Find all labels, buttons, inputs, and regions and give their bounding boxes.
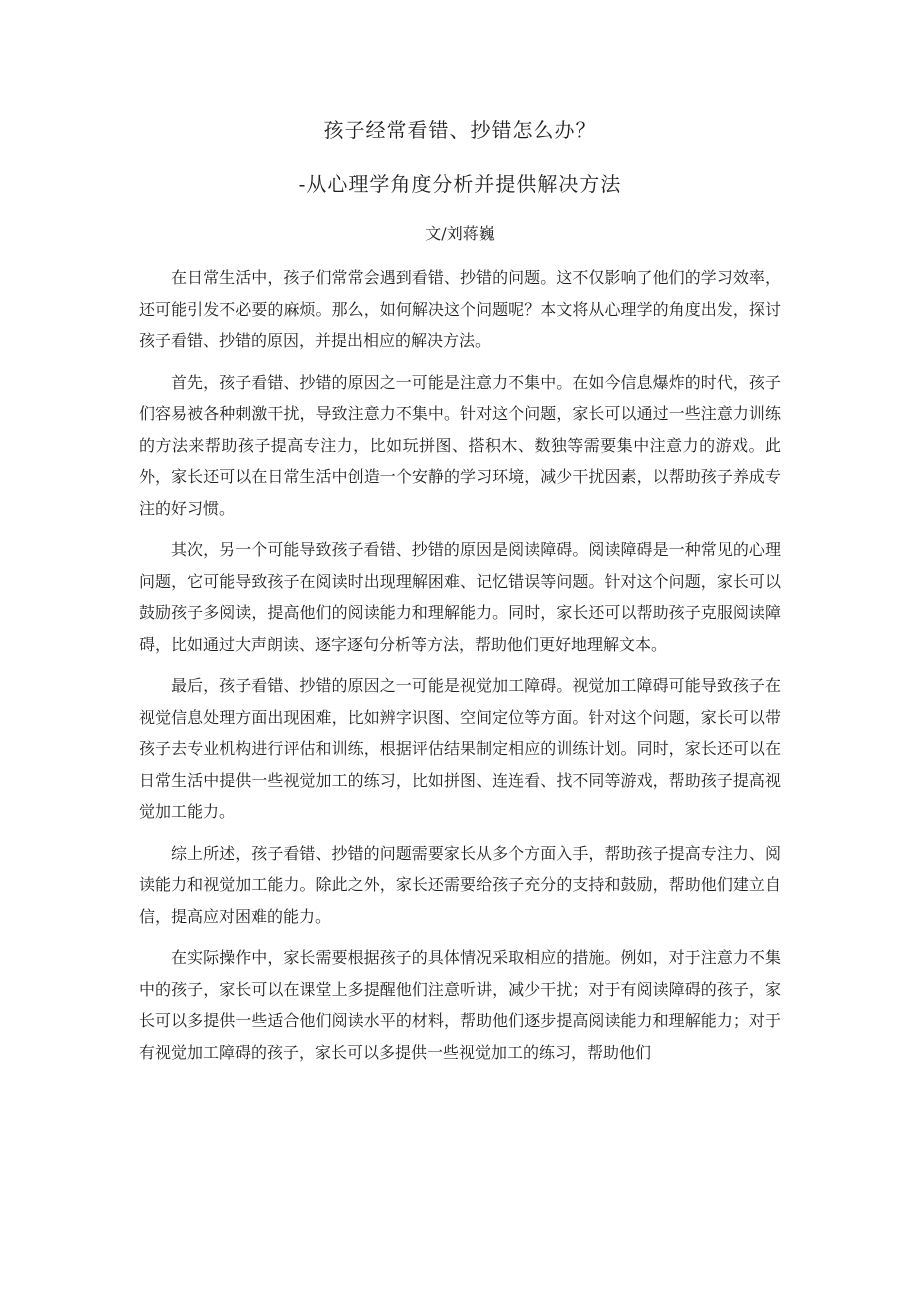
paragraph-attention: 首先，孩子看错、抄错的原因之一可能是注意力不集中。在如今信息爆炸的时代，孩子们容易被各种刺激干扰，导致注意力不集中。针对这个问题，家长可以通过一些注意力训练的方法来帮助孩子提高专注力，比如玩拼图、搭积木、数独等需要集中注意力的游戏。此外，家长还可以在日常生活中创造一个安静的学习环境，减少干扰因素，以帮助孩子养成专注的好习惯。	[139, 372, 781, 518]
document-subtitle: -从心理学角度分析并提供解决方法	[298, 172, 622, 196]
document-title: 孩子经常看错、抄错怎么办？	[323, 118, 597, 142]
paragraph-visual: 最后，孩子看错、抄错的原因之一可能是视觉加工障碍。视觉加工障碍可能导致孩子在视觉信息处理方面出现困难，比如辨字识图、空间定位等方面。针对这个问题，家长可以带孩子去专业机构进行评估和训练，根据评估结果制定相应的训练计划。同时，家长还可以在日常生活中提供一些视觉加工的练习，比如拼图、连连看、找不同等游戏，帮助孩子提高视觉加工能力。	[139, 676, 781, 821]
paragraph-practice: 在实际操作中，家长需要根据孩子的具体情况采取相应的措施。例如，对于注意力不集中的孩子，家长可以在课堂上多提醒他们注意听讲，减少干扰；对于有阅读障碍的孩子，家长可以多提供一些适合他们阅读水平的材料，帮助他们逐步提高阅读能力和理解能力；对于有视觉加工障碍的孩子，家长可以多提供一些视觉加工的练习，帮助他们	[139, 948, 781, 1062]
article-body	[139, 262, 781, 1078]
paragraph-summary: 综上所述，孩子看错、抄错的问题需要家长从多个方面入手，帮助孩子提高专注力、阅读能力和视觉加工能力。除此之外，家长还需要给孩子充分的支持和鼓励，帮助他们建立自信，提高应对困难的能力。	[139, 843, 781, 926]
paragraph-intro: 在日常生活中，孩子们常常会遇到看错、抄错的问题。这不仅影响了他们的学习效率，还可能引发不必要的麻烦。那么，如何解决这个问题呢？本文将从心理学的角度出发，探讨孩子看错、抄错的原因，并提出相应的解决方法。	[139, 268, 781, 350]
paragraph-reading: 其次，另一个可能导致孩子看错、抄错的原因是阅读障碍。阅读障碍是一种常见的心理问题，它可能导致孩子在阅读时出现理解困难、记忆错误等问题。针对这个问题，家长可以鼓励孩子多阅读，提高他们的阅读能力和理解能力。同时，家长还可以帮助孩子克服阅读障碍，比如通过大声朗读、逐字逐句分析等方法，帮助他们更好地理解文本。	[139, 540, 781, 654]
author-line: 文/刘蒋巍	[425, 224, 495, 243]
